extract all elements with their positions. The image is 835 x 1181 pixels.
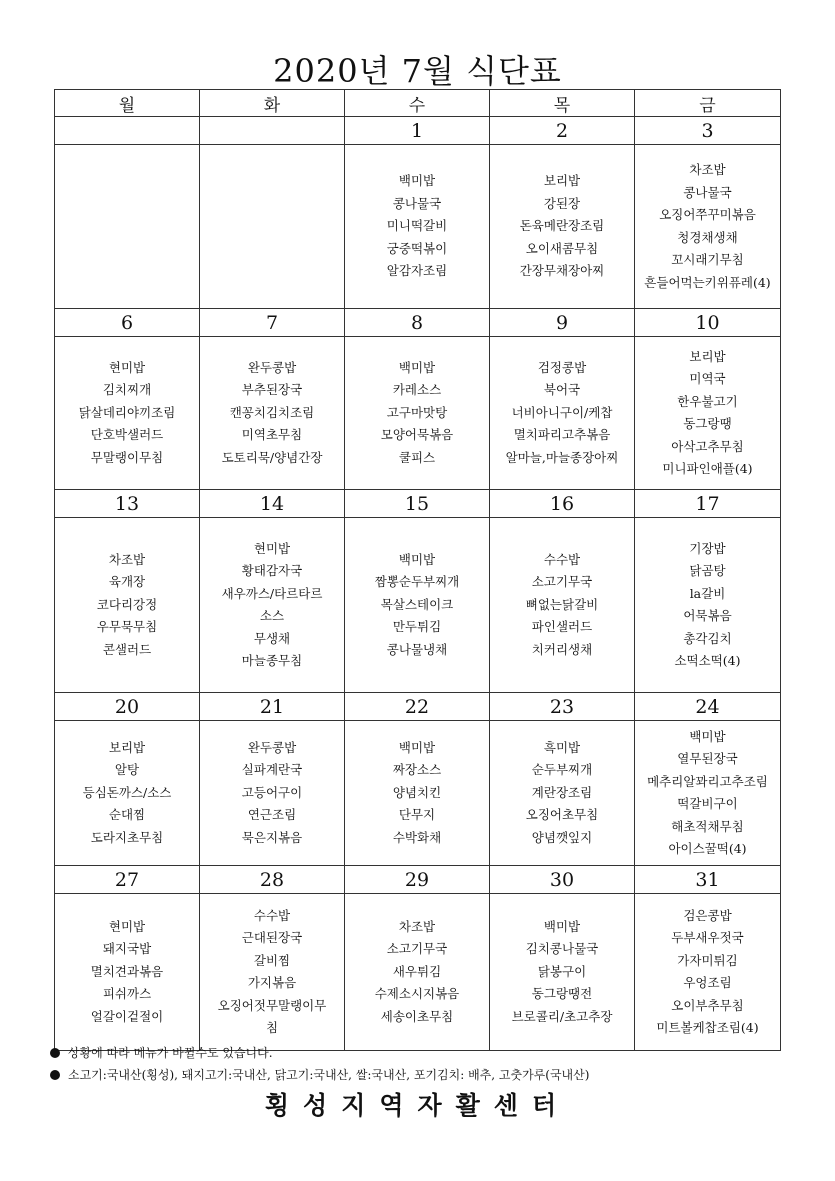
menu-item: 보리밥 [543,173,581,189]
date-number: 14 [200,490,345,518]
page-title: 2020년 7월 식단표 [273,52,562,90]
weekday-monday: 월 [55,90,200,117]
menu-item: 동그랑땡전 [531,986,593,1002]
menu-item: 근대된장국 [241,930,303,945]
day-menu-cell [200,145,345,309]
menu-item: 돼지국밥 [102,941,152,957]
menu-item: 단무지 [398,807,436,823]
menu-item: 열무된장국 [677,751,738,766]
day-menu-cell [635,721,781,866]
menu-item: 닭살데리야끼조림 [78,404,176,420]
menu-item: 모양어묵볶음 [380,427,454,443]
menu-item: 어묵볶음 [683,608,732,623]
menu-item: 청경채생채 [677,229,738,245]
menu-item: 백미밥 [398,173,436,189]
menu-item: 얼갈이겉절이 [90,1008,164,1024]
day-menu-cell [55,518,200,693]
menu-item: 검은콩밥 [683,907,732,923]
menu-row [55,145,781,309]
menu-row [55,894,781,1051]
day-menu-cell [55,337,200,490]
menu-item: 미니파인애플(4) [662,461,753,476]
day-menu-cell [490,145,635,309]
date-number: 16 [490,490,635,518]
day-menu-cell [635,518,781,693]
menu-item: 검정콩밥 [537,359,587,375]
weekday-tuesday: 화 [200,90,345,117]
menu-item: 카레소스 [392,382,442,398]
menu-item: 새우튀김 [392,963,442,979]
date-number: 10 [635,309,781,337]
menu-item: 고구마맛탕 [386,404,448,420]
menu-item: 마늘종무침 [241,653,303,668]
date-row [55,117,781,145]
menu-item: 단호박샐러드 [90,427,164,443]
menu-item: 무생채 [253,630,291,646]
menu-item: 소떡소떡(4) [674,653,741,668]
menu-item: 치커리생채 [531,641,593,657]
date-number: 7 [200,309,345,337]
menu-item: 백미밥 [689,728,726,744]
menu-item: 가지볶음 [247,975,297,990]
date-number: 3 [635,117,781,145]
menu-item: 닭봉구이 [537,963,587,979]
day-menu-cell [635,145,781,309]
day-menu-cell [200,337,345,490]
menu-item: 캔꽁치김치조림 [229,404,315,420]
menu-item: 콘샐러드 [102,641,152,657]
menu-item: 수수밥 [543,551,581,567]
date-number: 20 [55,693,200,721]
day-menu-cell [345,518,490,693]
day-menu-cell [635,337,781,490]
menu-item: 알감자조림 [386,263,448,279]
menu-item: 차조밥 [108,551,146,567]
notes [50,1042,820,1086]
menu-item: 우무묵무침 [96,619,158,635]
menu-item: la갈비 [689,585,726,601]
date-number: 2 [490,117,635,145]
menu-item: 백미밥 [543,918,581,934]
menu-item: 완두콩밥 [247,359,297,375]
menu-item: 뼈없는닭갈비 [525,596,599,612]
date-number: 24 [635,693,781,721]
date-row [55,866,781,894]
menu-item: 소고기무국 [386,941,448,957]
date-number: 29 [345,866,490,894]
date-number: 13 [55,490,200,518]
menu-item: 침 [265,1020,279,1035]
menu-item: 연근조림 [247,807,297,823]
menu-item: 소고기무국 [531,574,593,590]
menu-item: 도토리묵/양념간장 [221,449,323,465]
menu-item: 가자미튀김 [677,952,738,968]
menu-item: 궁중떡볶이 [386,240,448,256]
menu-row [55,337,781,490]
menu-item: 만두튀김 [392,619,442,635]
menu-item: 콩나물국 [683,184,732,200]
menu-item: 흔들어먹는키위퓨레(4) [644,274,771,290]
menu-item: 콩나물국 [392,195,442,211]
menu-row [55,721,781,866]
menu-item: 순두부찌개 [531,762,593,778]
menu-item: 세송이초무침 [380,1008,454,1024]
menu-item: 아삭고추무침 [671,438,744,454]
menu-item: 수제소시지볶음 [374,986,460,1002]
date-number: 23 [490,693,635,721]
menu-item: 갈비찜 [253,952,291,968]
date-number: 31 [635,866,781,894]
menu-item: 현미밥 [108,918,146,934]
menu-item: 아이스꿀떡(4) [668,841,747,856]
date-number: 22 [345,693,490,721]
weekday-thursday: 목 [490,90,635,117]
menu-item: 떡갈비구이 [677,796,738,811]
menu-item: 브로콜리/초고추장 [511,1008,613,1024]
day-menu-cell [55,145,200,309]
menu-item: 무말랭이무침 [90,449,164,465]
day-menu-cell [345,337,490,490]
note-item [50,1042,820,1064]
menu-item: 너비아니구이/케찹 [511,404,613,420]
weekday-wednesday: 수 [345,90,490,117]
day-menu-cell [490,894,635,1051]
menu-item: 백미밥 [398,551,436,567]
bullet-icon [50,1048,60,1058]
menu-item: 꼬시래기무침 [671,252,744,267]
date-number: 21 [200,693,345,721]
menu-item: 새우까스/타르타르 [221,585,323,601]
menu-item: 미역초무침 [241,427,303,443]
weekday-friday: 금 [635,90,781,117]
date-number [200,117,345,145]
day-menu-cell [345,145,490,309]
date-row [55,309,781,337]
menu-item: 목살스테이크 [380,596,454,612]
day-menu-cell [200,894,345,1051]
menu-item: 알마늘,마늘종장아찌 [505,449,619,465]
menu-item: 멸치견과볶음 [90,963,164,979]
menu-item: 강된장 [543,195,581,211]
date-number: 27 [55,866,200,894]
menu-item: 간장무채장아찌 [519,263,605,279]
menu-item: 총각김치 [683,630,732,646]
menu-calendar [54,89,781,1051]
menu-item: 기장밥 [689,540,726,556]
menu-item: 고등어구이 [241,784,303,800]
menu-item: 오징어초무침 [525,807,599,823]
menu-row [55,518,781,693]
day-menu-cell [200,518,345,693]
menu-item: 현미밥 [253,540,291,556]
menu-item: 백미밥 [398,739,436,755]
menu-item: 소스 [259,608,285,623]
note-text: 상황에 따라 메뉴가 바뀔수도 있습니다. [68,1046,273,1060]
day-menu-cell [200,721,345,866]
day-menu-cell [490,721,635,866]
menu-item: 차조밥 [398,918,436,934]
menu-item: 돈육메란장조림 [519,218,605,234]
date-number: 1 [345,117,490,145]
menu-item: 도라지초무침 [90,829,164,845]
menu-item: 콩나물냉채 [386,641,448,657]
date-number: 30 [490,866,635,894]
menu-item: 황태감자국 [241,563,303,578]
menu-item: 부추된장국 [241,382,303,398]
menu-item: 코다리강정 [96,596,158,612]
day-menu-cell [490,518,635,693]
menu-item: 동그랑땡 [683,416,732,431]
menu-item: 우엉조림 [683,975,732,990]
day-menu-cell [55,721,200,866]
day-menu-cell [55,894,200,1051]
menu-item: 오이부추무침 [671,997,744,1013]
menu-item: 파인샐러드 [531,619,593,635]
menu-item: 차조밥 [689,162,726,177]
menu-item: 양념깻잎지 [531,829,593,845]
menu-item: 완두콩밥 [247,739,297,755]
note-item [50,1064,820,1086]
date-number: 9 [490,309,635,337]
menu-item: 멸치파리고추볶음 [513,427,611,443]
menu-item: 해초적채무침 [671,818,744,834]
menu-item: 김치콩나물국 [525,941,599,957]
menu-item: 메추리알꽈리고추조림 [647,773,768,789]
menu-item: 알탕 [114,762,140,778]
menu-item: 육개장 [108,574,146,590]
menu-item: 쿨피스 [398,449,436,465]
organization-footer: 횡성지역자활센터 [264,1091,571,1120]
weekday-header-row [55,90,781,117]
menu-item: 현미밥 [108,359,146,375]
menu-item: 오징어젓무말랭이무 [217,997,327,1013]
day-menu-cell [490,337,635,490]
menu-item: 두부새우젓국 [671,930,744,945]
menu-item: 오이새콤무침 [525,240,599,256]
date-row [55,693,781,721]
menu-item: 보리밥 [689,348,726,364]
menu-item: 짜장소스 [392,762,442,778]
day-menu-cell [635,894,781,1051]
menu-item: 한우불고기 [677,393,738,409]
day-menu-cell [345,721,490,866]
menu-item: 묵은지볶음 [241,829,303,845]
menu-item: 보리밥 [108,739,146,755]
menu-item: 오징어쭈꾸미볶음 [659,207,756,222]
date-number: 15 [345,490,490,518]
menu-item: 미역국 [689,371,726,386]
date-number: 28 [200,866,345,894]
menu-item: 순대찜 [108,807,146,823]
menu-item: 북어국 [543,382,581,398]
menu-item: 짬뽕순두부찌개 [374,574,460,590]
menu-item: 등심돈까스/소스 [82,784,172,800]
date-number: 17 [635,490,781,518]
date-number: 6 [55,309,200,337]
date-row [55,490,781,518]
menu-item: 미니떡갈비 [386,218,448,234]
date-number: 8 [345,309,490,337]
menu-item: 김치찌개 [102,382,152,398]
menu-item: 계란장조림 [531,784,593,800]
bullet-icon [50,1070,60,1080]
menu-item: 백미밥 [398,359,436,375]
menu-item: 피쉬까스 [102,986,152,1002]
menu-item: 닭곰탕 [689,563,726,578]
menu-item: 수박화채 [392,829,442,845]
day-menu-cell [345,894,490,1051]
menu-item: 양념치킨 [392,784,442,800]
note-text: 소고기:국내산(횡성), 돼지고기:국내산, 닭고기:국내산, 쌀:국내산, 포기김치: 배추, 고춧가루(국내산) [68,1068,590,1082]
date-number [55,117,200,145]
menu-item: 수수밥 [253,907,291,923]
menu-item: 흑미밥 [543,739,581,755]
menu-item: 미트볼케찹조림(4) [656,1020,759,1035]
menu-item: 실파계란국 [241,762,303,778]
